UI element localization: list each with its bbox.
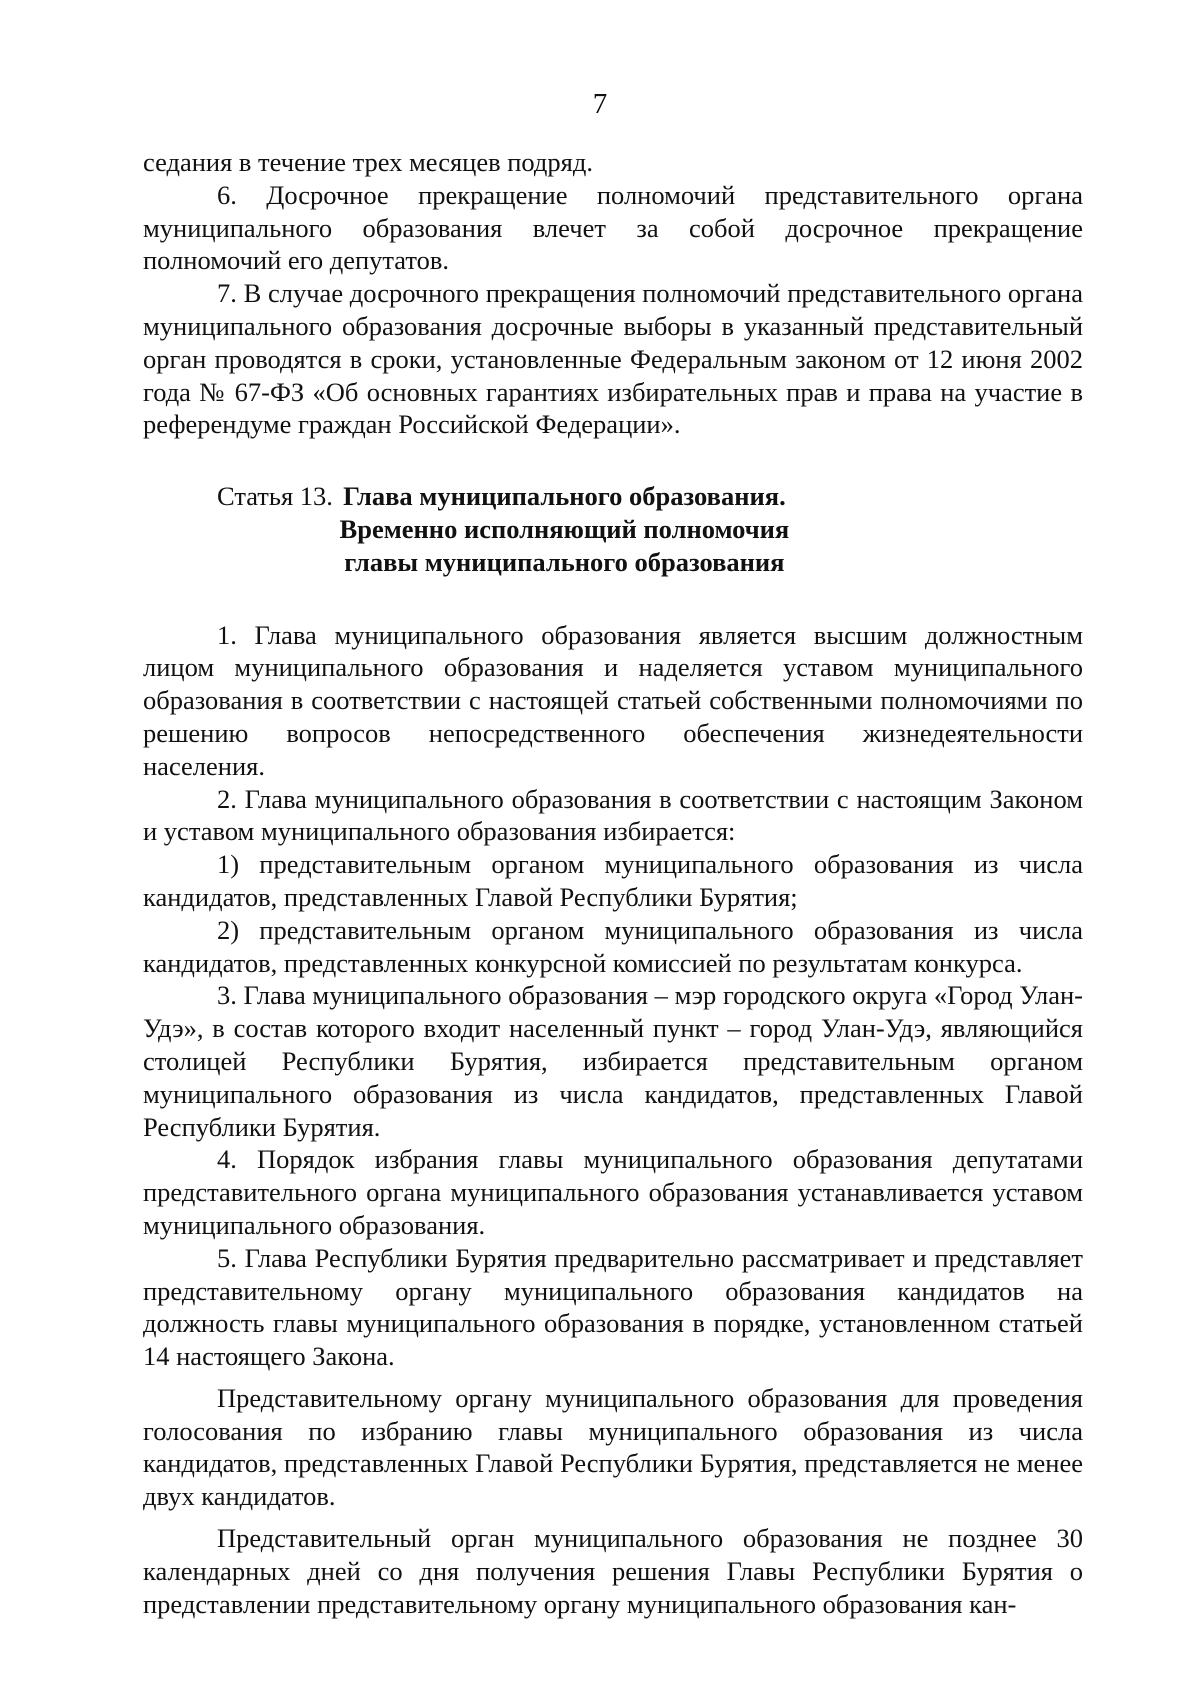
paragraph-point-1: 1. Глава муниципального образования является высшим должностным лицом муниципального образования и наделяется уставом муниципального образования в соответствии с настоящей статьей собственными полномочиями по решению вопросов непосредственного обеспечения жизнедеятельности населения.: [143, 619, 1083, 781]
paragraph-point-2: 2. Глава муниципального образования в соответствии с настоящим Законом и уставом муниципального образования избирается:: [143, 783, 1083, 847]
article-label: Статья 13.: [217, 481, 340, 512]
article-title-line: главы муниципального образования: [344, 546, 785, 577]
paragraph-item-6: 6. Досрочное прекращение полномочий представительного органа муниципального образования влечет за собой досрочное прекращение полномочий его депутатов.: [143, 179, 1083, 276]
paragraph-subpoint-2: 2) представительным органом муниципального образования из числа кандидатов, представленных конкурсной комиссией по результатам конкурса.: [143, 914, 1083, 978]
paragraph-item-7: 7. В случае досрочного прекращения полномочий представительного органа муниципального образования досрочные выборы в указанный представительный орган проводятся в сроки, установленные Федеральным законом от 12 июня 2002 года № 67-ФЗ «Об основных гарантиях избирательных прав и права на участие в референдуме граждан Российской Федерации».: [143, 278, 1083, 440]
article-heading: [217, 480, 1083, 578]
document-body: [143, 146, 1083, 1620]
article-title-line: Глава муниципального образования.: [343, 481, 786, 512]
article-title-line: Временно исполняющий полномочия: [339, 513, 790, 544]
page-number: 7: [592, 88, 608, 120]
paragraph-point-4: 4. Порядок избрания главы муниципального образования депутатами представительного органа муниципального образования устанавливается уставом муниципального образования.: [143, 1144, 1083, 1240]
paragraph-point-3: 3. Глава муниципального образования – мэр городского округа «Город Улан-Удэ», в состав которого входит населенный пункт – город Улан-Удэ, являющийся столицей Республики Бурятия, избирается представительным органом муниципального образования из числа кандидатов, представленных Главой Республики Бурятия.: [143, 980, 1083, 1142]
article-title: [340, 480, 790, 578]
paragraph-deadline: Представительный орган муниципального образования не позднее 30 календарных дней со дня получения решения Главы Республики Бурятия о представлении представительному органу муниципального образования кан-: [143, 1523, 1083, 1619]
paragraph-subpoint-1: 1) представительным органом муниципального образования из числа кандидатов, представленных Главой Республики Бурятия;: [143, 849, 1083, 912]
paragraph-point-5: 5. Глава Республики Бурятия предварительно рассматривает и представляет представительному органу муниципального образования кандидатов на должность главы муниципального образования в порядке, установленном статьей 14 настоящего Закона.: [143, 1242, 1083, 1372]
paragraph-candidates: Представительному органу муниципального образования для проведения голосования по избранию главы муниципального образования из числа кандидатов, представленных Главой Республики Бурятия, представляется не менее двух кандидатов.: [143, 1382, 1083, 1512]
paragraph-continuation: седания в течение трех месяцев подряд.: [143, 147, 593, 177]
